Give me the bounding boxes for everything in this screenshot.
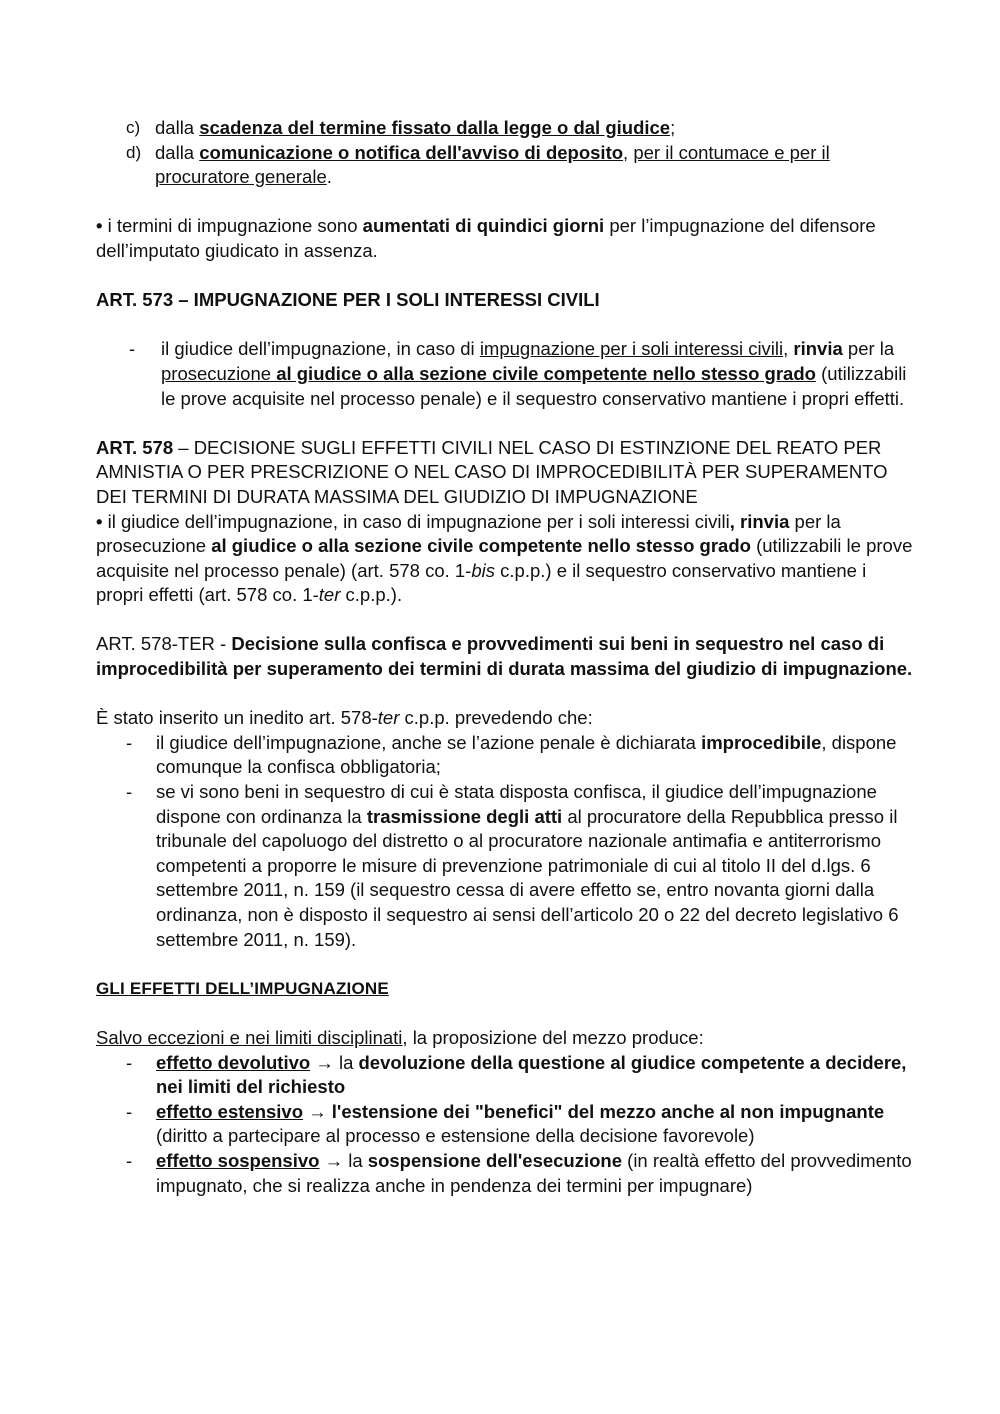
text: il giudice dell’impugnazione, in caso di xyxy=(161,338,480,360)
text: la xyxy=(348,1149,368,1171)
paragraph-art578 xyxy=(96,510,916,608)
text: i termini di impugnazione sono xyxy=(102,215,363,237)
underlined-text: prosecuzione xyxy=(161,362,277,384)
emphasis: effetto estensivo xyxy=(156,1100,304,1122)
text: c.p.p.). xyxy=(340,584,403,606)
article-label: ART. 578-TER - xyxy=(96,633,232,655)
text: il giudice dell’impugnazione, anche se l’azione penale è dichiarata xyxy=(156,731,702,753)
italic-text: ter xyxy=(377,707,400,729)
emphasis: l'estensione dei "benefici" del mezzo anche al non impugnante xyxy=(331,1100,885,1122)
text: il giudice dell’impugnazione, in caso di impugnazione per i soli interessi civili xyxy=(102,510,730,532)
text: se vi sono beni in sequestro di cui è stata disposta confisca, il giudice dell’impugnazione dispone con ordinanza la xyxy=(156,781,877,827)
dash-marker: - xyxy=(126,1149,133,1171)
italic-text: bis xyxy=(471,559,496,581)
section-heading-art578ter xyxy=(96,632,916,681)
text: , dispone comunque la confisca obbligatoria; xyxy=(156,731,897,778)
list-item xyxy=(96,1149,916,1198)
list-marker: d) xyxy=(126,142,142,162)
dash-marker: - xyxy=(126,1051,133,1073)
underlined-text: per il contumace e per il procuratore generale xyxy=(155,141,830,188)
text: per la prosecuzione xyxy=(96,510,841,557)
text: al procuratore della Repubblica presso il tribunale del capoluogo del distretto o al procuratore nazionale antimafia e antiterrorismo competenti a proporre le misure di prevenzione patrimoniale di cui al titolo II del d.lgs. 6 settembre 2011, n. 159 (il sequestro cessa di avere effetto se, entro novanta giorni dalla ordinanza, non è disposto il sequestro ai sensi dell’articolo 20 o 22 del decreto legislativo 6 settembre 2011, n. 159). xyxy=(156,805,899,950)
emphasis: scadenza del termine fissato dalla legge o dal giudice xyxy=(199,117,671,138)
text: la xyxy=(338,1051,359,1073)
emphasis: al giudice o alla sezione civile competente nello stesso grado xyxy=(211,535,751,557)
list-item xyxy=(96,141,916,190)
list-item xyxy=(96,337,916,411)
arrow-icon: → xyxy=(319,1149,349,1171)
bullet: • xyxy=(96,215,103,237)
article-title: – DECISIONE SUGLI EFFETTI CIVILI NEL CASO DI ESTINZIONE DEL REATO PER AMNISTIA O PER PRESCRIZIONE O NEL CASO DI IMPROCEDIBILITÀ PER SUPERAMENTO DEI TERMINI DI DURATA MASSIMA DEL GIUDIZIO DI IMPUGNAZIONE xyxy=(96,436,888,507)
paragraph-inedito xyxy=(96,706,916,731)
list-item xyxy=(96,1051,916,1100)
list-item xyxy=(96,780,916,952)
emphasis: improcedibile xyxy=(701,731,822,753)
list-item xyxy=(96,1100,916,1149)
text: dalla xyxy=(155,141,200,163)
dash-marker: - xyxy=(126,781,133,803)
list-item xyxy=(96,116,916,141)
text: c.p.p.) e il sequestro conservativo mantiene i propri effetti (art. 578 co. 1- xyxy=(96,559,867,606)
document-page xyxy=(96,116,916,1198)
emphasis: rinvia xyxy=(793,338,843,360)
underlined-text: Salvo eccezioni e nei limiti disciplinati xyxy=(96,1026,403,1048)
emphasis: , rinvia xyxy=(729,510,790,532)
emphasis: aumentati di quindici giorni xyxy=(362,215,605,237)
section-heading-effetti: GLI EFFETTI DELL’IMPUGNAZIONE xyxy=(96,978,389,998)
emphasis: comunicazione o notifica dell'avviso di deposito xyxy=(199,141,624,163)
dash-marker: - xyxy=(126,1100,133,1122)
text: (utilizzabili le prove acquisite nel processo penale) (art. 578 co. 1- xyxy=(96,535,913,581)
text: , xyxy=(783,338,794,360)
text: c.p.p. prevedendo che: xyxy=(399,707,593,729)
text: per l’impugnazione del difensore dell’imputato giudicato in assenza. xyxy=(96,215,876,261)
bullet: • xyxy=(96,510,103,532)
text: , xyxy=(623,141,634,163)
text: È stato inserito un inedito art. 578- xyxy=(96,707,378,729)
emphasis: effetto sospensivo xyxy=(156,1149,320,1171)
dash-marker: - xyxy=(126,731,133,753)
text: dalla xyxy=(155,117,200,138)
text: (diritto a partecipare al processo e estensione della decisione favorevole) xyxy=(156,1125,755,1147)
article-label: ART. 578 xyxy=(96,436,174,458)
paragraph-termini xyxy=(96,214,916,263)
underlined-text: impugnazione per i soli interessi civili xyxy=(479,338,784,360)
section-heading-art578 xyxy=(96,436,916,510)
arrow-icon: → xyxy=(303,1100,332,1122)
list-item xyxy=(96,731,916,780)
text: (utilizzabili le prove acquisite nel processo penale) e il sequestro conservativo mantiene i propri effetti. xyxy=(161,362,907,409)
emphasis: al giudice o alla sezione civile competente nello stesso grado xyxy=(276,362,816,384)
text: , la proposizione del mezzo produce: xyxy=(402,1026,704,1048)
emphasis: effetto devolutivo xyxy=(156,1051,311,1073)
text: per la xyxy=(842,338,895,360)
list-marker: c) xyxy=(126,118,141,137)
article-title: Decisione sulla confisca e provvedimenti sui beni in sequestro nel caso di improcedibilità per superamento dei termini di durata massima del giudizio di impugnazione. xyxy=(96,633,913,680)
section-heading-art573: ART. 573 – IMPUGNAZIONE PER I SOLI INTERESSI CIVILI xyxy=(96,289,600,311)
dash-marker: - xyxy=(129,338,136,360)
text: ; xyxy=(670,117,676,138)
text: . xyxy=(326,166,332,188)
text: (in realtà effetto del provvedimento impugnato, che si realizza anche in pendenza dei termini per impugnare) xyxy=(156,1149,912,1196)
emphasis: trasmissione degli atti xyxy=(366,805,563,827)
arrow-icon: → xyxy=(310,1051,339,1073)
emphasis: sospensione dell'esecuzione xyxy=(367,1149,623,1171)
paragraph-effetti-intro xyxy=(96,1026,916,1051)
italic-text: ter xyxy=(318,584,341,606)
emphasis: devoluzione della questione al giudice competente a decidere, nei limiti del richiesto xyxy=(156,1051,907,1098)
